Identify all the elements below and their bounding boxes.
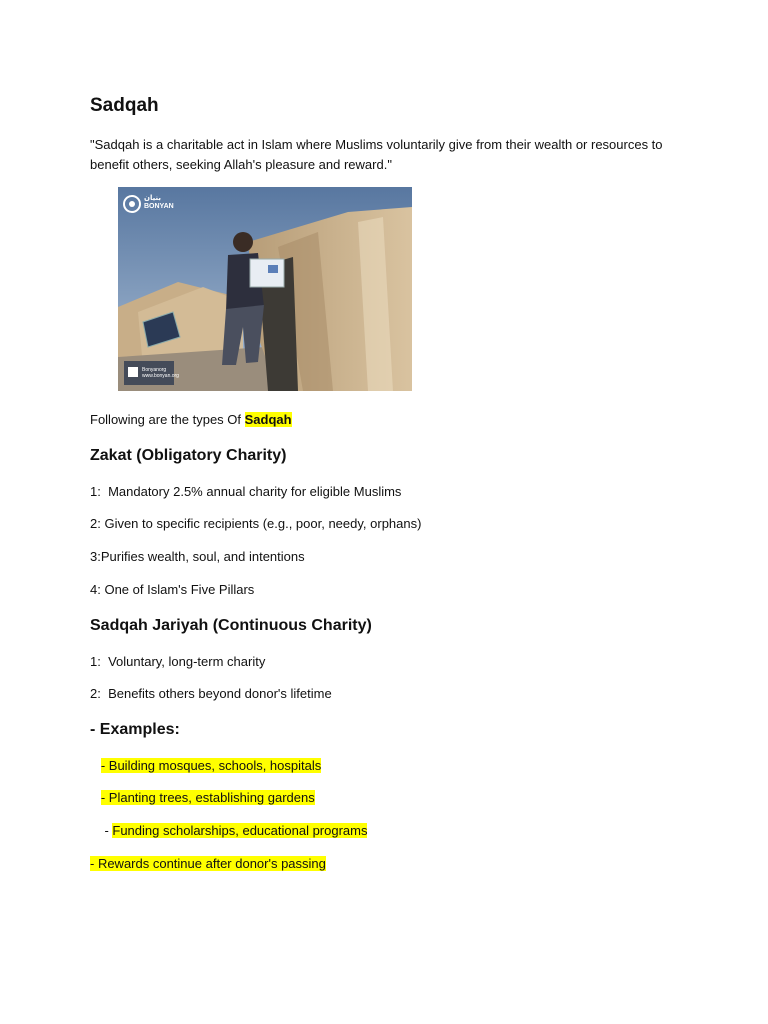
example-text: - Rewards continue after donor's passing <box>90 856 326 871</box>
zakat-heading: Zakat (Obligatory Charity) <box>90 447 287 464</box>
definition-quote: "Sadqah is a charitable act in Islam where Muslims voluntarily give from their wealth or resources to benefit others, seeking Allah's pleasure and reward." <box>90 137 663 172</box>
zakat-item: 4: One of Islam's Five Pillars <box>90 582 255 597</box>
example-prefix: - <box>90 823 113 838</box>
jariyah-item: 2: Benefits others beyond donor's lifetime <box>90 686 332 701</box>
jariyah-heading: Sadqah Jariyah (Continuous Charity) <box>90 617 372 634</box>
logo-sub-text: بنيان <box>144 195 161 202</box>
jariyah-item: 1: Voluntary, long-term charity <box>90 654 266 669</box>
zakat-item: 2: Given to specific recipients (e.g., poor, needy, orphans) <box>90 516 422 531</box>
example-text: Funding scholarships, educational programs <box>112 823 368 838</box>
image-logo <box>144 195 174 211</box>
footer-handle: Bonyanorg <box>142 367 167 373</box>
example-item <box>90 790 315 805</box>
intro-text: Following are the types Of <box>90 412 245 427</box>
example-item <box>90 823 367 838</box>
example-item <box>90 856 326 871</box>
intro-highlight: Sadqah <box>244 412 292 427</box>
types-intro <box>90 412 292 427</box>
image-footer <box>142 367 179 379</box>
zakat-item: 1: Mandatory 2.5% annual charity for eligible Muslims <box>90 484 402 499</box>
examples-heading: - Examples: <box>90 721 180 738</box>
charity-photo-illustration <box>118 187 412 391</box>
example-prefix <box>90 758 101 773</box>
example-text: - Planting trees, establishing gardens <box>100 790 315 805</box>
charity-photo <box>118 187 412 391</box>
page-title: Sadqah <box>90 95 159 116</box>
example-text: - Building mosques, schools, hospitals <box>100 758 322 773</box>
footer-url: www.bonyan.org <box>142 373 179 379</box>
logo-text: BONYAN <box>144 203 174 210</box>
example-item <box>90 758 321 773</box>
example-prefix <box>90 790 101 805</box>
zakat-item: 3:Purifies wealth, soul, and intentions <box>90 549 305 564</box>
